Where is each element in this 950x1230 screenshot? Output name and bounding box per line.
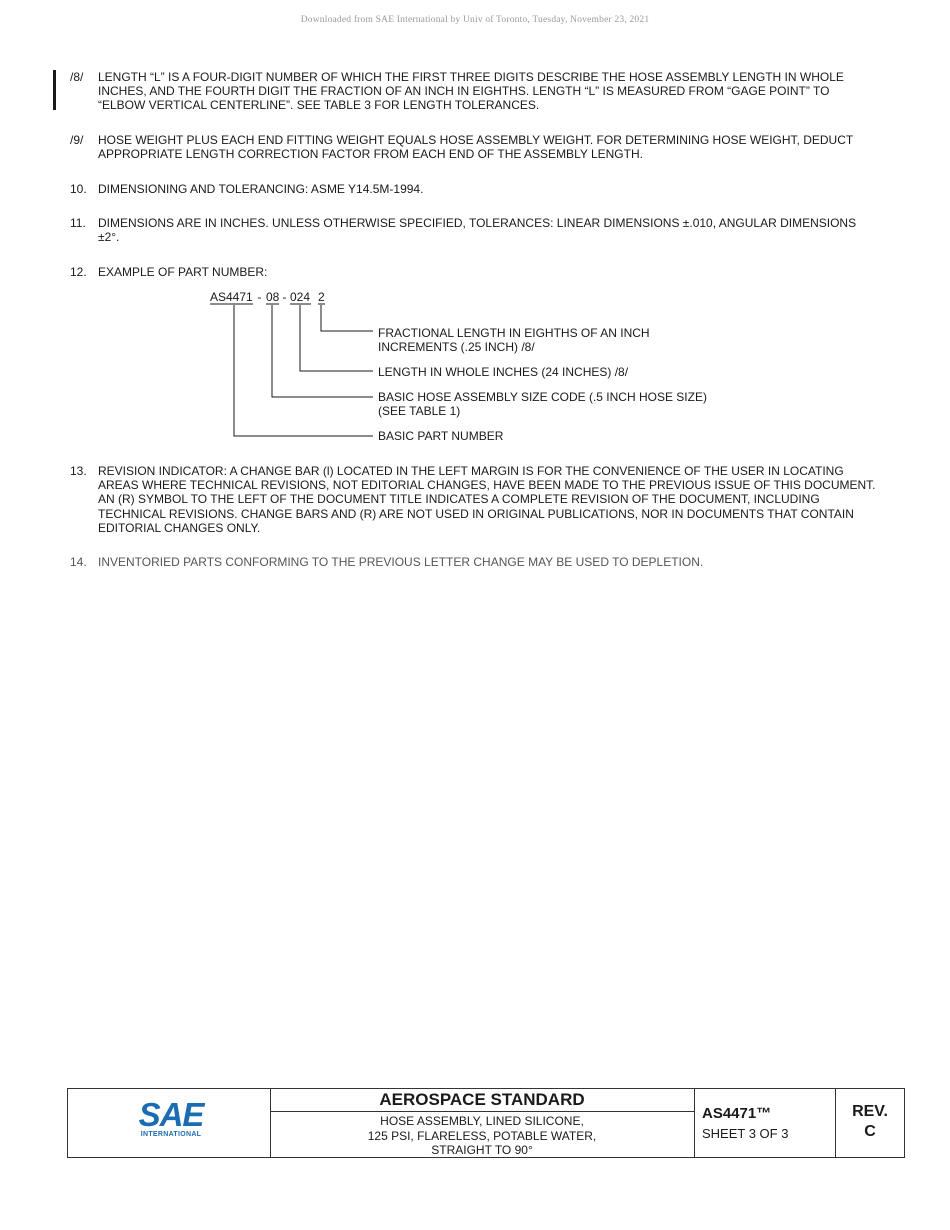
size-leader	[272, 305, 373, 397]
document-number: AS4471™	[702, 1105, 772, 1122]
logo-cell	[68, 1089, 271, 1157]
pn-base: AS4471	[210, 290, 253, 304]
note-number: 13.	[70, 464, 87, 478]
pn-separator: -	[279, 290, 290, 304]
fraction-leader	[321, 305, 373, 331]
document-type: AEROSPACE STANDARD	[270, 1089, 694, 1112]
pn-length: 024	[290, 290, 311, 304]
note-text: DIMENSIONING AND TOLERANCING: ASME Y14.5M-1994.	[98, 182, 424, 196]
note-number: /8/	[70, 70, 84, 84]
revision-label: REV.	[852, 1103, 888, 1120]
length-leader	[300, 305, 373, 371]
note-text: INVENTORIED PARTS CONFORMING TO THE PREVIOUS LETTER CHANGE MAY BE USED TO DEPLETION.	[98, 555, 704, 569]
note-number: 12.	[70, 265, 87, 279]
callout-length: LENGTH IN WHOLE INCHES (24 INCHES) /8/	[378, 365, 629, 379]
note-text: REVISION INDICATOR: A CHANGE BAR (l) LOCATED IN THE LEFT MARGIN IS FOR THE CONVENIENCE OF THE USER IN LOCATING AREAS WHERE TECHNICAL REVISIONS, NOT EDITORIAL CHANGES, HAVE BEEN MADE TO THE PREVIOUS ISSUE OF THIS DOCUMENT. AN (R) SYMBOL TO THE LEFT OF THE DOCUMENT TITLE INDICATES A COMPLETE REVISION OF THE DOCUMENT, INCLUDING TECHNICAL REVISIONS. CHANGE BARS AND (R) ARE NOT USED IN ORIGINAL PUBLICATIONS, NOR IN DOCUMENTS THAT CONTAIN EDITORIAL CHANGES ONLY.	[98, 464, 876, 535]
title-line: STRAIGHT TO 90°	[431, 1143, 533, 1157]
pn-fraction: 2	[318, 290, 325, 304]
sheet-number: SHEET 3 OF 3	[702, 1126, 789, 1141]
title-block	[67, 1088, 905, 1158]
document-number-cell	[694, 1089, 836, 1157]
note-text: EXAMPLE OF PART NUMBER:	[98, 265, 268, 279]
logo-subtext: INTERNATIONAL	[140, 1131, 202, 1138]
logo-text: SAE	[138, 1096, 204, 1133]
sae-logo	[138, 1096, 204, 1138]
title-line: HOSE ASSEMBLY, LINED SILICONE,	[380, 1114, 584, 1128]
note-number: 11.	[70, 216, 86, 230]
note-text: HOSE WEIGHT PLUS EACH END FITTING WEIGHT EQUALS HOSE ASSEMBLY WEIGHT. FOR DETERMINING HOSE WEIGHT, DEDUCT APPROPRIATE LENGTH CORRECTION FACTOR FROM EACH END OF THE ASSEMBLY LENGTH.	[98, 133, 853, 162]
title-cell	[270, 1089, 695, 1157]
revision-value: C	[864, 1123, 876, 1140]
callout-fraction: FRACTIONAL LENGTH IN EIGHTHS OF AN INCH INCREMENTS (.25 INCH) /8/	[378, 326, 650, 355]
download-banner: Downloaded from SAE International by Univ of Toronto, Tuesday, November 23, 2021	[300, 15, 650, 25]
note-number: 14.	[70, 555, 87, 569]
callout-size: BASIC HOSE ASSEMBLY SIZE CODE (.5 INCH HOSE SIZE) (SEE TABLE 1)	[378, 390, 707, 419]
document-title	[270, 1112, 694, 1158]
title-line: 125 PSI, FLARELESS, POTABLE WATER,	[367, 1128, 597, 1143]
note-number: 10.	[70, 182, 87, 196]
pn-separator: -	[254, 290, 265, 304]
note-text: DIMENSIONS ARE IN INCHES. UNLESS OTHERWISE SPECIFIED, TOLERANCES: LINEAR DIMENSIONS ±.010, ANGULAR DIMENSIONS ±2°.	[98, 216, 857, 245]
callout-base: BASIC PART NUMBER	[378, 429, 504, 443]
revision-cell	[835, 1089, 905, 1157]
note-number: /9/	[70, 133, 84, 147]
pn-size: 08	[266, 290, 280, 304]
note-text: LENGTH “L” IS A FOUR-DIGIT NUMBER OF WHICH THE FIRST THREE DIGITS DESCRIBE THE HOSE ASSEMBLY LENGTH IN WHOLE INCHES, AND THE FOURTH DIGIT THE FRACTION OF AN INCH IN EIGHTHS. LENGTH “L” IS MEASURED FROM “GAGE POINT” TO “ELBOW VERTICAL CENTERLINE”. SEE TABLE 3 FOR LENGTH TOLERANCES.	[98, 70, 844, 113]
